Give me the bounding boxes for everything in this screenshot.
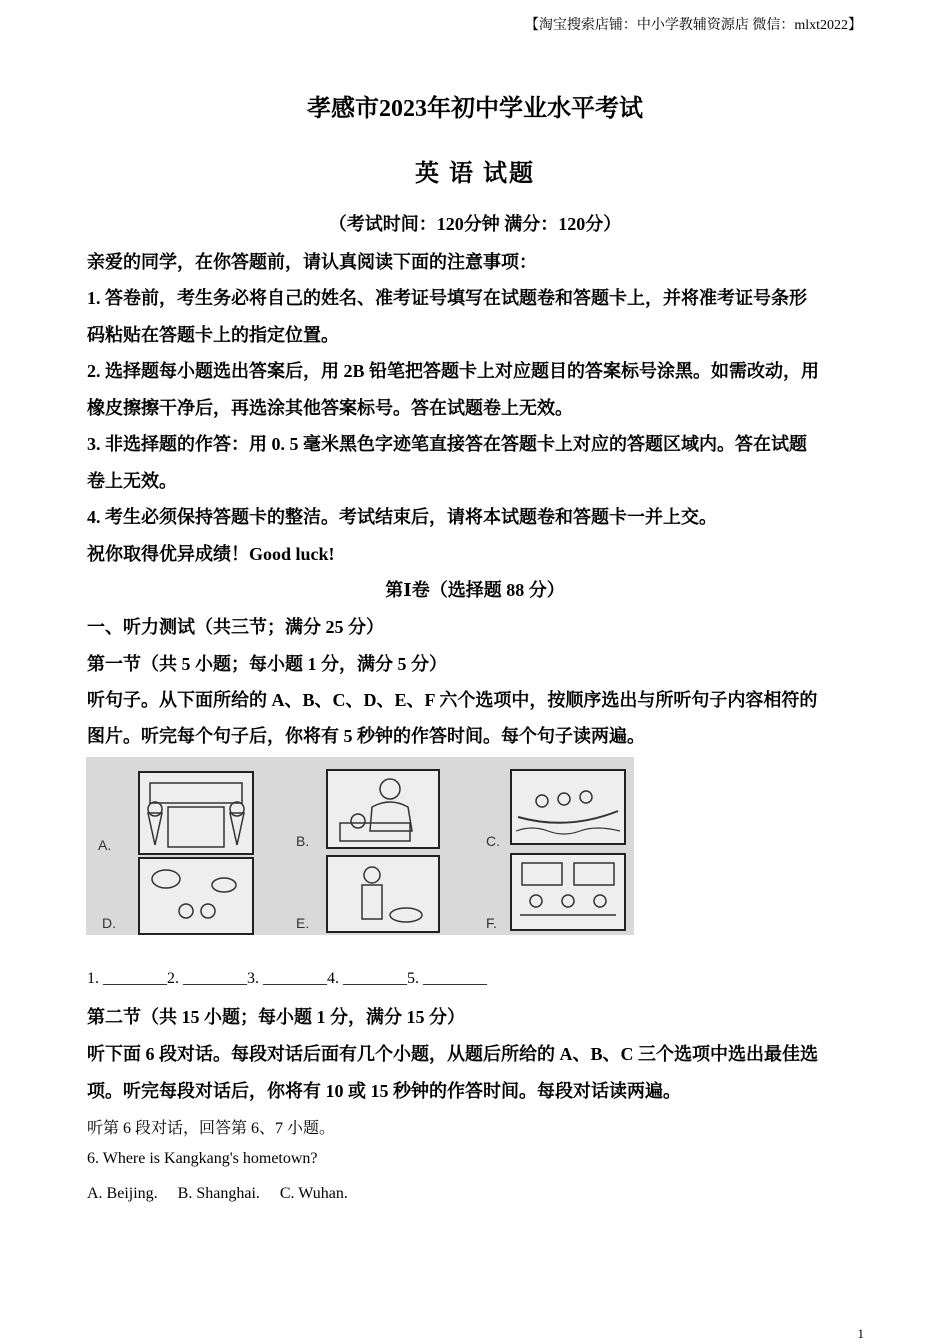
part-1-title: 第Ⅰ卷（选择题 88 分） <box>385 580 565 600</box>
picture-label-c: C. <box>486 833 500 849</box>
good-luck-line: 祝你取得优异成绩！Good luck! <box>87 544 335 564</box>
instruction-2-line-1: 2. 选择题每小题选出答案后，用 2B 铅笔把答题卡上对应题目的答案标号涂黑。如需改动，用 <box>87 361 820 381</box>
picture-label-a: A. <box>98 837 112 853</box>
page-number: 1 <box>857 1326 864 1341</box>
instruction-1-line-2: 码粘贴在答题卡上的指定位置。 <box>87 325 339 345</box>
picture-a-ice-cream-shop <box>138 771 254 855</box>
picture-label-e: E. <box>296 915 310 931</box>
header-note: 【淘宝搜索店铺：中小学教辅资源店 微信：mlxt2022】 <box>524 18 862 33</box>
picture-c-dragon-boat <box>510 769 626 845</box>
exam-info: （考试时间：120分钟 满分：120分） <box>328 214 622 234</box>
subsection-2-instruction-line-1: 听下面 6 段对话。每段对话后面有几个小题，从题后所给的 A、B、C 三个选项中选出最佳选 <box>87 1044 818 1064</box>
subsection-2-title: 第二节（共 15 小题；每小题 1 分，满分 15 分） <box>87 1007 465 1027</box>
picture-label-b: B. <box>296 833 310 849</box>
picture-e-police-with-dog <box>326 855 440 933</box>
question-6: 6. Where is Kangkang's hometown? <box>87 1150 318 1167</box>
instruction-1-line-1: 1. 答卷前，考生务必将自己的姓名、准考证号填写在试题卷和答题卡上，并将准考证号条形 <box>87 288 807 308</box>
answer-blanks: 1. ________2. ________3. ________4. ________5. ________ <box>87 970 487 987</box>
instruction-4: 4. 考生必须保持答题卡的整洁。考试结束后，请将本试题卷和答题卡一并上交。 <box>87 507 717 527</box>
subsection-1-instruction-line-1: 听句子。从下面所给的 A、B、C、D、E、F 六个选项中，按顺序选出与所听句子内容相符的 <box>87 690 818 710</box>
listening-section-title: 一、听力测试（共三节；满分 25 分） <box>87 617 384 637</box>
picture-b-mother-and-child <box>326 769 440 849</box>
subject-title: 英 语 试题 <box>415 161 535 187</box>
listening-pictures <box>86 757 634 935</box>
instruction-2-line-2: 橡皮擦擦干净后，再选涂其他答案标号。答在试题卷上无效。 <box>87 398 573 418</box>
picture-label-f: F. <box>486 915 497 931</box>
subsection-1-title: 第一节（共 5 小题；每小题 1 分，满分 5 分） <box>87 654 447 674</box>
exam-title: 孝感市2023年初中学业水平考试 <box>307 96 643 122</box>
subsection-2-instruction-line-2: 项。听完每段对话后，你将有 10 或 15 秒钟的作答时间。每段对话读两遍。 <box>87 1081 681 1101</box>
instruction-3-line-1: 3. 非选择题的作答：用 0. 5 毫米黑色字迹笔直接答在答题卡上对应的答题区域内。答在试题 <box>87 434 807 454</box>
picture-d-children-and-food <box>138 857 254 935</box>
question-6-options: A. Beijing. B. Shanghai. C. Wuhan. <box>87 1185 348 1202</box>
subsection-1-instruction-line-2: 图片。听完每个句子后，你将有 5 秒钟的作答时间。每个句子读两遍。 <box>87 726 645 746</box>
instruction-3-line-2: 卷上无效。 <box>87 471 177 491</box>
instructions-intro: 亲爱的同学，在你答题前，请认真阅读下面的注意事项： <box>87 252 537 272</box>
picture-f-classroom <box>510 853 626 931</box>
picture-label-d: D. <box>102 915 116 931</box>
dialog-6-intro: 听第 6 段对话，回答第 6、7 小题。 <box>87 1120 336 1137</box>
